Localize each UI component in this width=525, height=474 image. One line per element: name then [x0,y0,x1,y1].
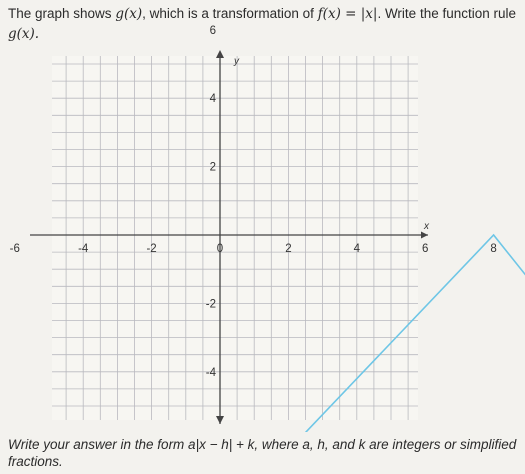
x-tick-label: -4 [78,243,89,255]
x-axis-label: x [424,221,429,232]
function-g: g(x) [115,6,143,22]
y-axis-label: y [234,56,239,67]
y-tick-label: -2 [205,298,216,311]
x-tick-label: 8 [490,243,497,255]
x-tick-label: 6 [421,243,429,255]
y-tick-label: -4 [205,366,216,379]
answer-instruction [8,436,525,470]
y-tick-label: 6 [209,24,216,37]
y-tick-label: 4 [209,93,216,106]
prompt-text: . Write the function rule [377,6,517,21]
x-tick-label: -6 [9,243,20,255]
prompt-line-2: g(x). [8,26,40,42]
y-tick-label: 2 [209,161,216,174]
instruction-line-1: Write your answer in the form a|x − h| + k, where a, h, and k are integers or simplified [8,437,517,452]
x-axis-arrow [421,232,428,239]
x-tick-label: 0 [216,243,224,255]
x-tick-label: 4 [353,243,361,255]
prompt-text: The graph shows [8,6,116,21]
plot-area [52,56,418,420]
instruction-line-2: fractions. [8,454,63,469]
prompt-text: , which is a transformation of [142,6,318,21]
function-f: f(x) = |x| [317,6,378,22]
x-tick-label: 2 [285,243,292,255]
y-axis-arrow-up [216,50,224,58]
x-tick-label: -2 [146,243,157,255]
